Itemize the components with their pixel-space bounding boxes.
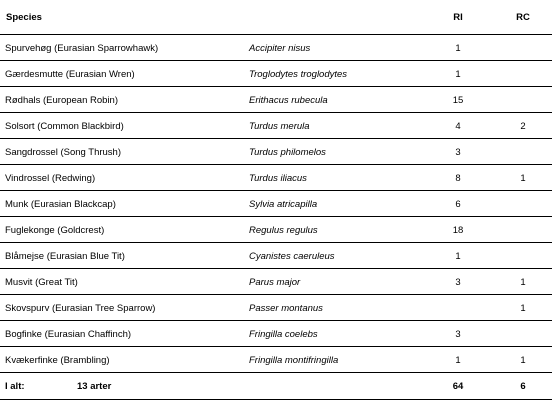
species-name: Musvit (Great Tit) xyxy=(5,276,78,288)
ri-value: 3 xyxy=(455,276,461,288)
species-name: Gærdesmutte (Eurasian Wren) xyxy=(5,68,135,80)
species-name: Bogfinke (Eurasian Chaffinch) xyxy=(5,328,132,340)
rc-value: 2 xyxy=(520,120,526,132)
table-row xyxy=(0,112,552,139)
table-row xyxy=(0,268,552,295)
ri-value: 1 xyxy=(455,42,461,54)
ri-value: 3 xyxy=(455,328,461,340)
ri-value: 15 xyxy=(452,94,464,106)
total-label xyxy=(5,373,112,400)
table-row xyxy=(0,346,552,373)
species-name: Vindrossel (Redwing) xyxy=(5,172,96,184)
ri-value: 1 xyxy=(455,250,461,262)
table-row xyxy=(0,294,552,321)
latin-name: Fringilla montifringilla xyxy=(249,354,339,366)
header-ri: RI xyxy=(453,11,463,23)
total-rc: 6 xyxy=(520,381,526,392)
table-row xyxy=(0,190,552,217)
ri-value: 1 xyxy=(455,354,461,366)
rc-value xyxy=(495,217,551,243)
rc-value xyxy=(495,35,551,61)
latin-name: Sylvia atricapilla xyxy=(249,198,318,210)
species-name: Spurvehøg (Eurasian Sparrowhawk) xyxy=(5,42,159,54)
table-header xyxy=(0,0,552,34)
table-row xyxy=(0,138,552,165)
ri-value: 8 xyxy=(455,172,461,184)
rc-value xyxy=(495,243,551,269)
latin-name: Turdus merula xyxy=(249,120,310,132)
latin-name: Accipiter nisus xyxy=(249,42,311,54)
rc-value xyxy=(495,321,551,347)
latin-name: Turdus iliacus xyxy=(249,172,307,184)
latin-name: Erithacus rubecula xyxy=(249,94,328,106)
latin-name: Cyanistes caeruleus xyxy=(249,250,335,262)
species-name: Sangdrossel (Song Thrush) xyxy=(5,146,121,158)
latin-name: Turdus philomelos xyxy=(249,146,326,158)
species-name: Kvækerfinke (Brambling) xyxy=(5,354,110,366)
rc-value: 1 xyxy=(520,302,526,314)
ri-value xyxy=(430,295,486,321)
table-row xyxy=(0,34,552,61)
table-row xyxy=(0,242,552,269)
latin-name: Troglodytes troglodytes xyxy=(249,68,348,80)
rc-value xyxy=(495,139,551,165)
ri-value: 3 xyxy=(455,146,461,158)
rc-value xyxy=(495,87,551,113)
species-name: Blåmejse (Eurasian Blue Tit) xyxy=(5,250,125,262)
total-label-text: I alt: xyxy=(5,381,25,392)
ri-value: 18 xyxy=(452,224,464,236)
ri-value: 4 xyxy=(455,120,461,132)
species-name: Rødhals (European Robin) xyxy=(5,94,119,106)
header-rc: RC xyxy=(516,11,530,23)
header-species: Species xyxy=(6,11,42,23)
table-row xyxy=(0,86,552,113)
table-row xyxy=(0,216,552,243)
table-row xyxy=(0,320,552,347)
species-name: Munk (Eurasian Blackcap) xyxy=(5,198,116,210)
total-row xyxy=(0,372,552,400)
latin-name: Regulus regulus xyxy=(249,224,318,236)
rc-value xyxy=(495,61,551,87)
rc-value: 1 xyxy=(520,172,526,184)
total-species-count: 13 arter xyxy=(77,381,112,392)
ri-value: 6 xyxy=(455,198,461,210)
bottom-rule xyxy=(0,399,552,400)
rc-value: 1 xyxy=(520,354,526,366)
species-name: Fuglekonge (Goldcrest) xyxy=(5,224,105,236)
rc-value xyxy=(495,191,551,217)
latin-name: Passer montanus xyxy=(249,302,323,314)
rc-value: 1 xyxy=(520,276,526,288)
species-name: Skovspurv (Eurasian Tree Sparrow) xyxy=(5,302,156,314)
ri-value: 1 xyxy=(455,68,461,80)
table-row xyxy=(0,164,552,191)
species-name: Solsort (Common Blackbird) xyxy=(5,120,124,132)
total-ri: 64 xyxy=(452,381,464,392)
table-row xyxy=(0,60,552,87)
latin-name: Parus major xyxy=(249,276,301,288)
latin-name: Fringilla coelebs xyxy=(249,328,318,340)
